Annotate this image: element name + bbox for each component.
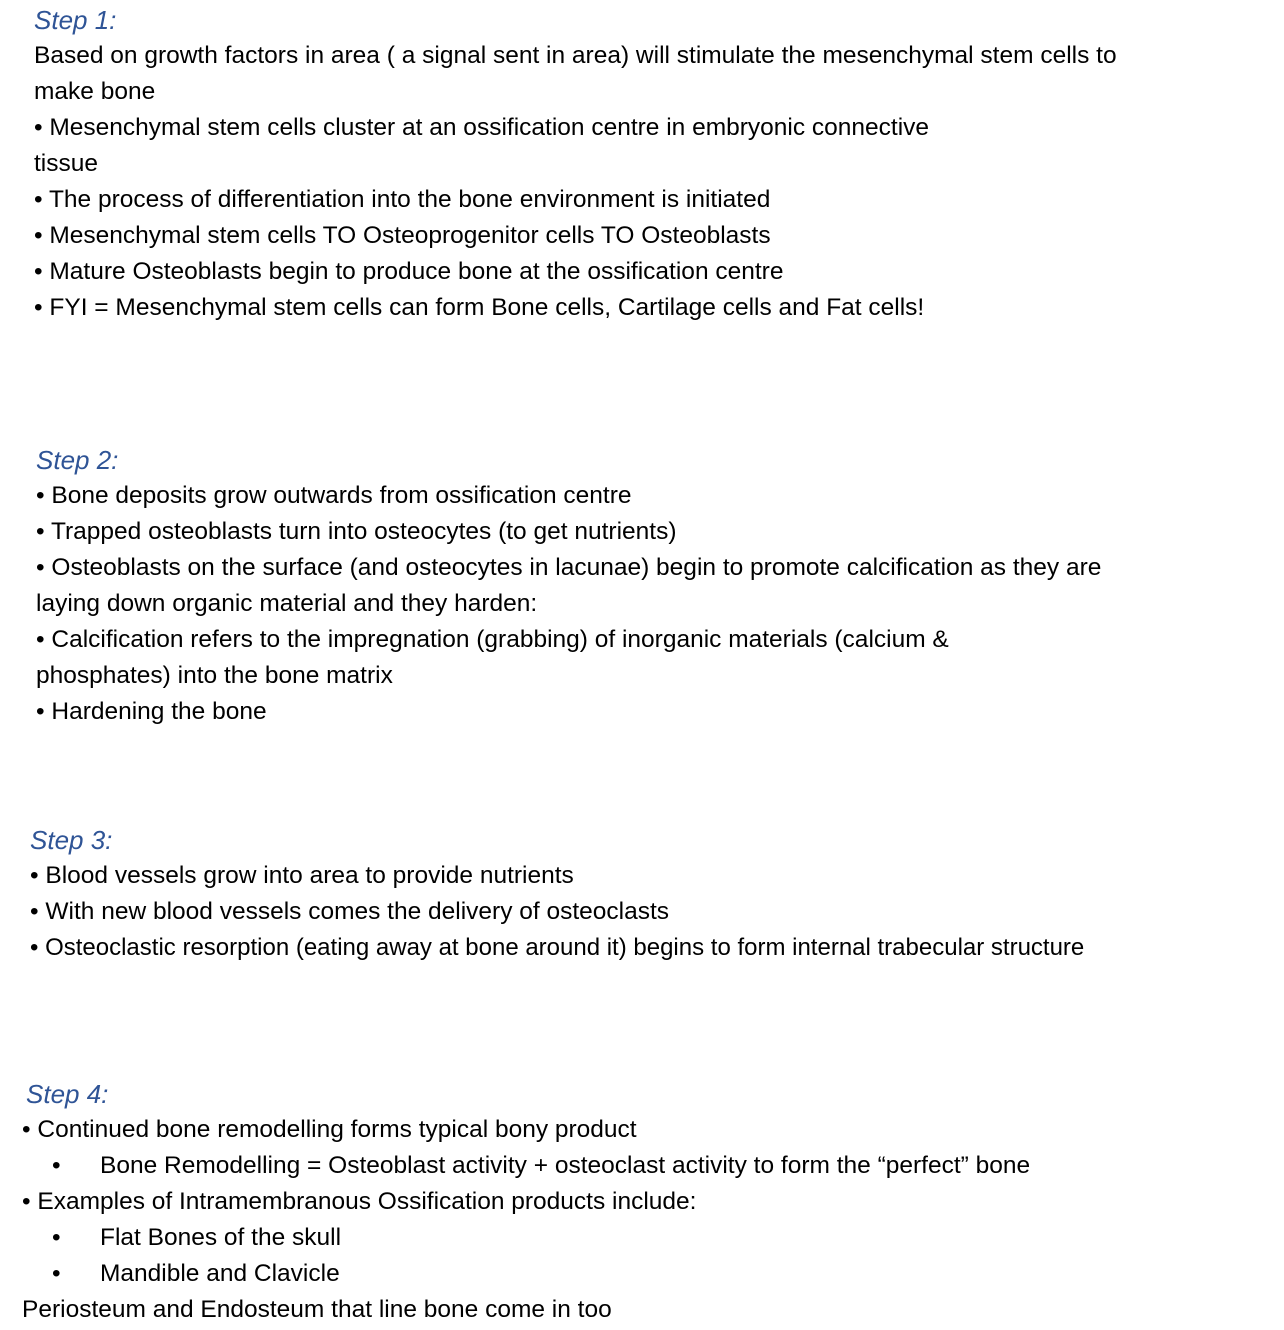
step-4-section [22, 1076, 1030, 1328]
step-2-bullet-2: • Trapped osteoblasts turn into osteocytes (to get nutrients) [36, 518, 677, 545]
step-4-sub-item-3 [22, 1256, 1030, 1292]
step-3-section [30, 822, 1084, 966]
step-3-bullet-2: • With new blood vessels comes the delivery of osteoclasts [30, 898, 670, 925]
step-3-bullet-1: • Blood vessels grow into area to provide nutrients [30, 862, 574, 889]
step-1-bullet-1-line-2: tissue [34, 150, 99, 177]
step-1-intro-line-2: make bone [34, 78, 156, 105]
step-4-heading: Step 4: [26, 1079, 109, 1109]
step-2-bullet-4-line-1: • Calcification refers to the impregnation (grabbing) of inorganic materials (calcium & [36, 626, 949, 653]
step-4-sub-bullet-1: • [52, 1152, 61, 1179]
step-4-sub-item-2-text: Flat Bones of the skull [100, 1224, 342, 1251]
step-1-heading: Step 1: [34, 5, 117, 35]
step-4-sub-bullet-3: • [52, 1260, 61, 1287]
step-4-sub-item-1-text: Bone Remodelling = Osteoblast activity + osteoclast activity to form the “perfect” bone [100, 1152, 1031, 1179]
step-4-bullet-1: • Continued bone remodelling forms typical bony product [22, 1116, 637, 1143]
step-4-sub-item-3-text: Mandible and Clavicle [100, 1260, 340, 1287]
step-4-sub-item-2 [22, 1220, 1030, 1256]
step-2-bullet-4-line-2: phosphates) into the bone matrix [36, 662, 393, 689]
step-2-section [36, 442, 1101, 730]
step-1-intro-line-1: Based on growth factors in area ( a signal sent in area) will stimulate the mesenchymal stem cells to [34, 42, 1117, 69]
step-3-heading: Step 3: [30, 825, 113, 855]
step-1-bullet-5: • FYI = Mesenchymal stem cells can form Bone cells, Cartilage cells and Fat cells! [34, 294, 925, 321]
step-1-bullet-4: • Mature Osteoblasts begin to produce bone at the ossification centre [34, 258, 784, 285]
step-2-heading: Step 2: [36, 445, 119, 475]
step-4-sub-bullet-2: • [52, 1224, 61, 1251]
step-2-bullet-3-line-1: • Osteoblasts on the surface (and osteocytes in lacunae) begin to promote calcification as they are [36, 554, 1102, 581]
step-2-bullet-3-line-2: laying down organic material and they harden: [36, 590, 538, 617]
step-2-bullet-1: • Bone deposits grow outwards from ossification centre [36, 482, 632, 509]
step-4-bullet-2: • Examples of Intramembranous Ossification products include: [22, 1188, 697, 1215]
step-3-bullet-3: • Osteoclastic resorption (eating away at bone around it) begins to form internal trabecular structure [30, 934, 1085, 961]
step-2-bullet-5: • Hardening the bone [36, 698, 267, 725]
step-1-bullet-2: • The process of differentiation into the bone environment is initiated [34, 186, 771, 213]
step-4-closing-line: Periosteum and Endosteum that line bone come in too [22, 1296, 612, 1323]
step-1-bullet-1-line-1: • Mesenchymal stem cells cluster at an ossification centre in embryonic connective [34, 114, 930, 141]
step-1-section [34, 2, 1117, 326]
step-1-bullet-3: • Mesenchymal stem cells TO Osteoprogenitor cells TO Osteoblasts [34, 222, 771, 249]
step-4-sub-item-1 [22, 1148, 1030, 1184]
